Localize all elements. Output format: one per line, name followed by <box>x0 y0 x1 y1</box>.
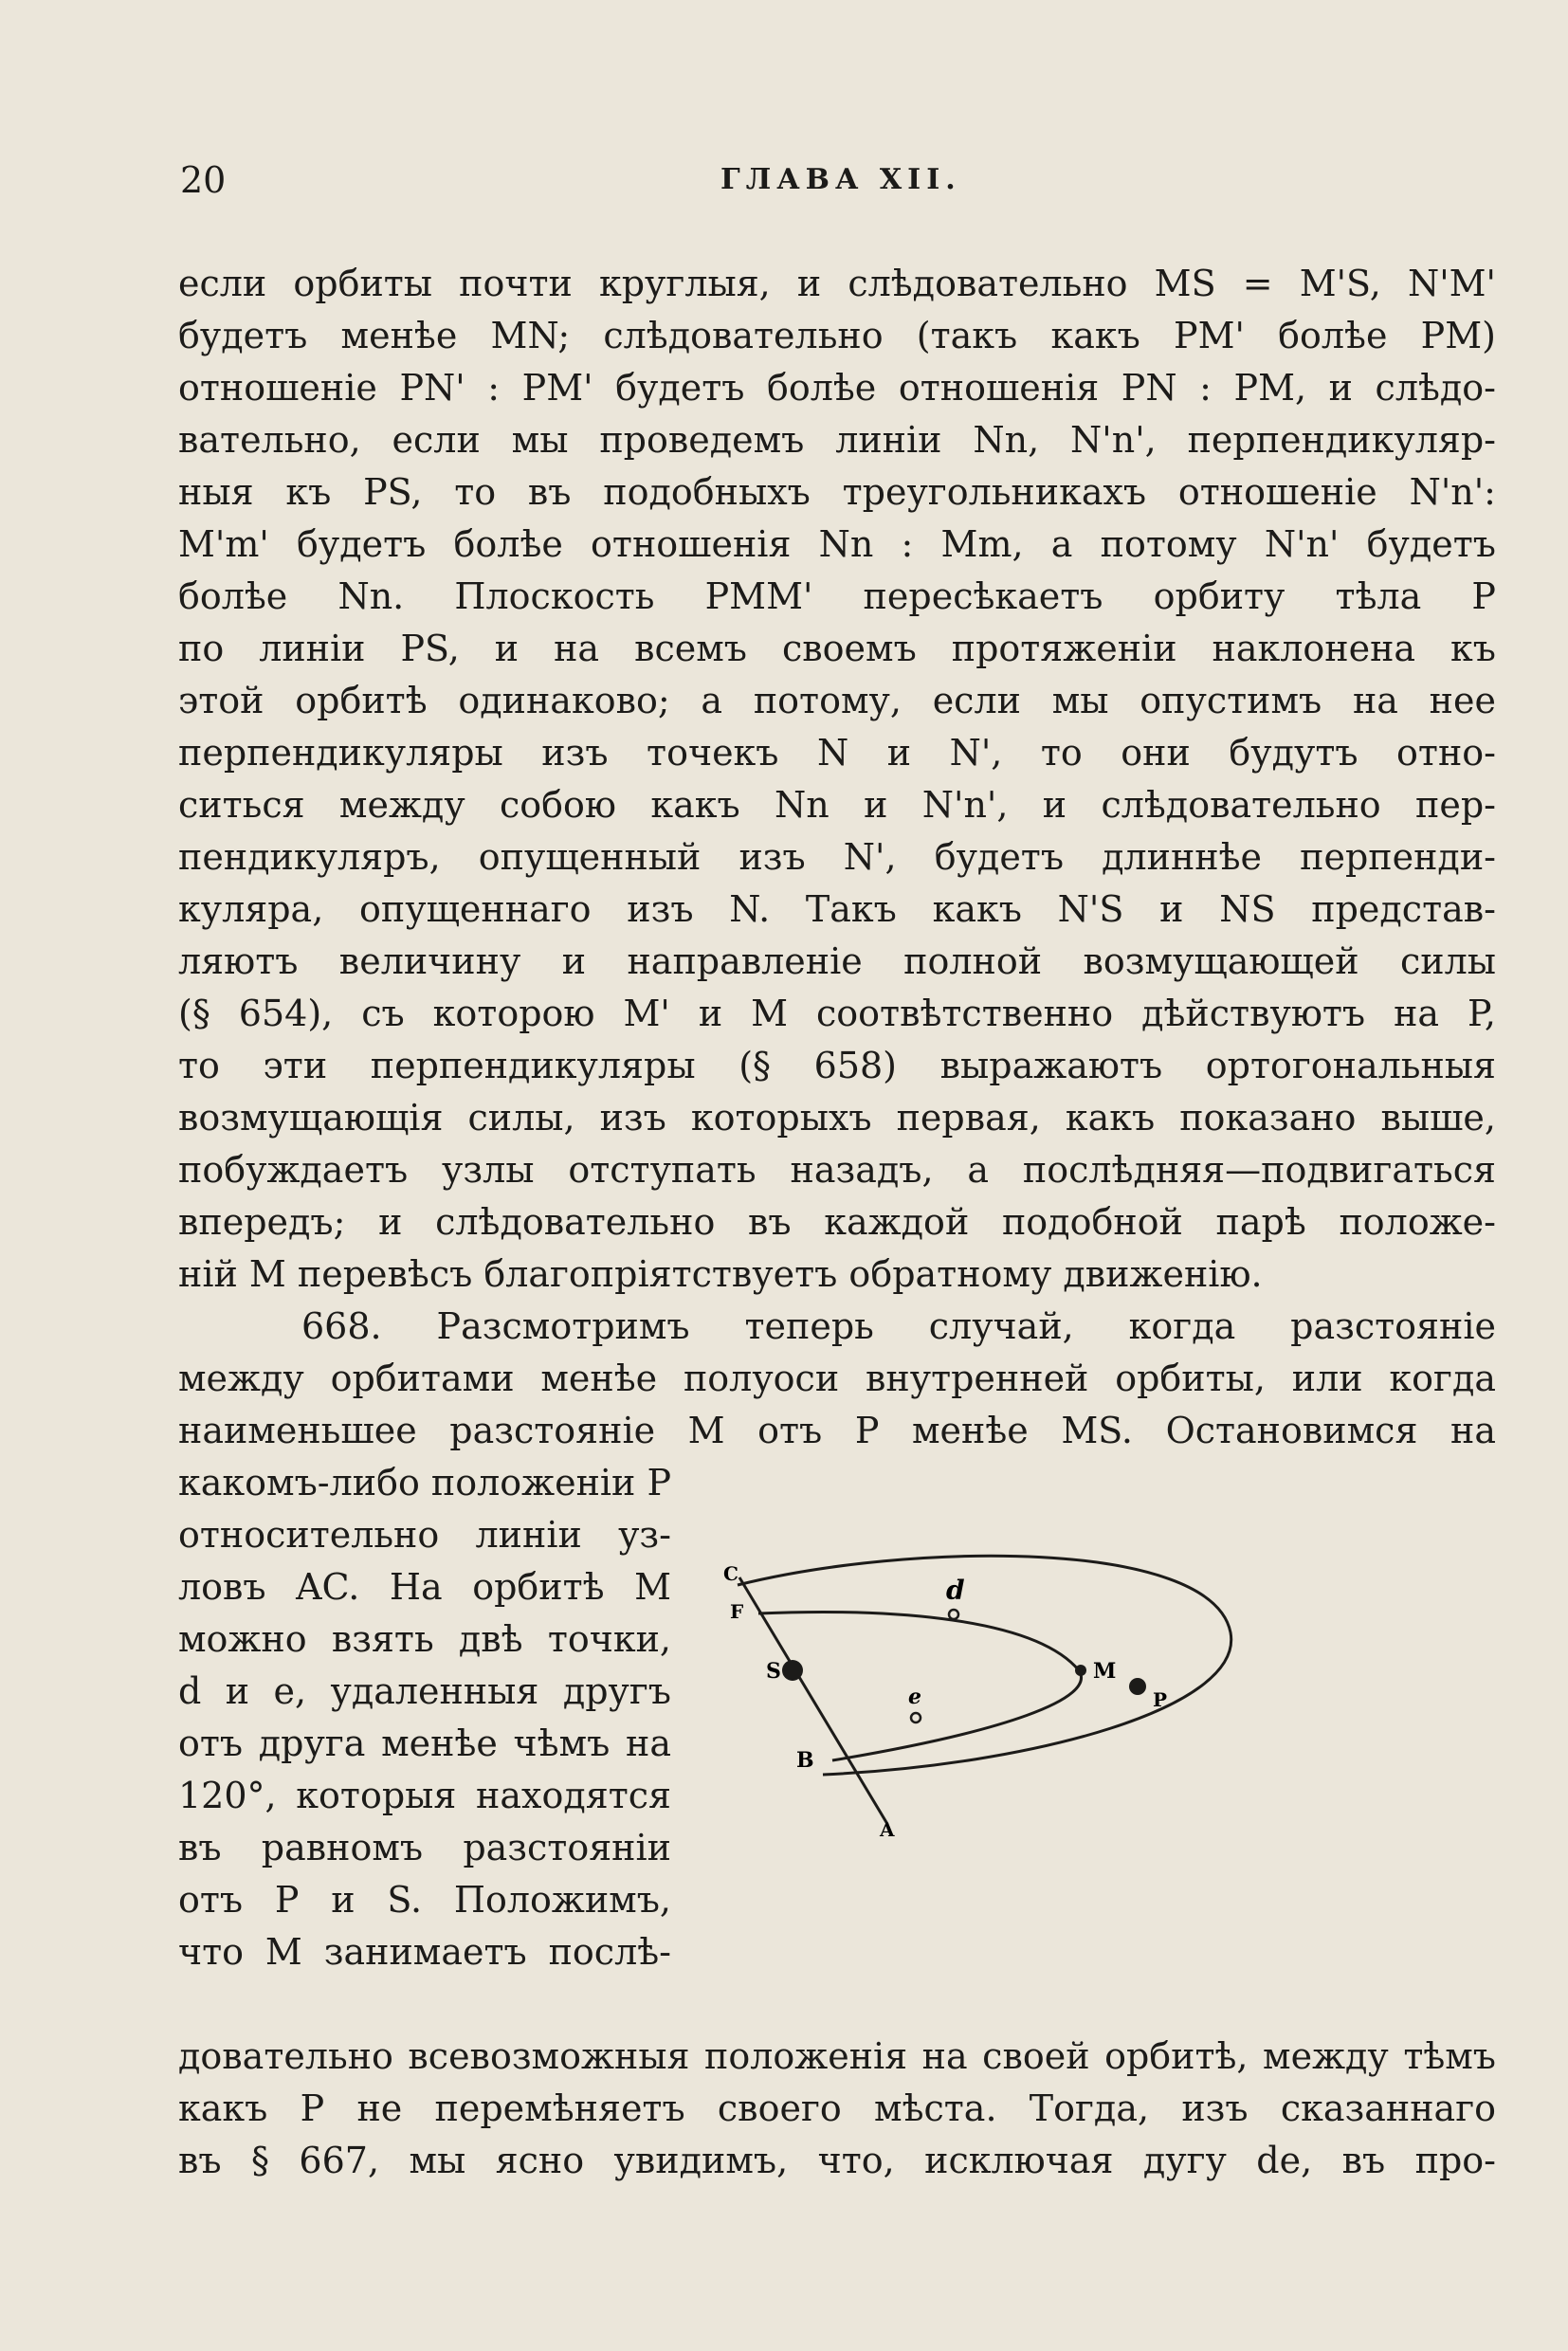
text-line: болѣе Nn. Плоскость PMM' пересѣкаетъ орбиту тѣла P <box>178 575 1496 617</box>
text-line: отъ друга менѣе чѣмъ на <box>178 1722 671 1764</box>
label-A: A <box>880 1818 895 1841</box>
label-F: F <box>730 1600 744 1623</box>
label-C: C <box>723 1562 738 1585</box>
text-line: довательно всевозможныя положенія на своей орбитѣ, между тѣмъ <box>178 2035 1496 2077</box>
text-line: можно взять двѣ точки, <box>178 1618 671 1660</box>
text-line: что M занимаетъ послѣ- <box>178 1931 671 1973</box>
text-line: въ § 667, мы ясно увидимъ, что, исключая дугу de, въ про- <box>178 2140 1496 2181</box>
text-line: то эти перпендикуляры (§ 658) выражаютъ ортогональныя <box>178 1045 1496 1086</box>
line-of-nodes <box>739 1577 887 1824</box>
text-line: этой орбитѣ одинаково; а потому, если мы опустимъ на нее <box>178 680 1496 721</box>
text-line: (§ 654), съ которою M' и M соотвѣтственно дѣйствуютъ на P, <box>178 993 1496 1034</box>
orbit-diagram <box>719 1547 1249 1888</box>
text-line: отношеніе PN' : PM' будетъ болѣе отношенія PN : PM, и слѣдо- <box>178 367 1496 409</box>
text-line: отъ P и S. Положимъ, <box>178 1879 671 1921</box>
text-line: пендикуляръ, опущенный изъ N', будетъ длиннѣе перпенди- <box>178 836 1496 878</box>
label-d: d <box>946 1575 965 1606</box>
text-line: ныя къ PS, то въ подобныхъ треугольникахъ отношеніе N'n': <box>178 471 1496 513</box>
text-line: 120°, которыя находятся <box>178 1775 671 1816</box>
label-M: M <box>1093 1659 1117 1684</box>
text-line: относительно линіи уз- <box>178 1514 671 1556</box>
figure-wrap-zone <box>178 1457 1496 2031</box>
text-line: M'm' будетъ болѣе отношенія Nn : Mm, а потому N'n' будетъ <box>178 523 1496 565</box>
label-P: P <box>1153 1688 1168 1711</box>
paragraph-2-opening: Разсмотримъ теперь случай, когда разстояніе <box>436 1305 1496 1347</box>
text-line: вательно, если мы проведемъ линіи Nn, N'n', перпендикуляр- <box>178 419 1496 461</box>
point-S <box>782 1660 803 1681</box>
outer-orbit <box>738 1556 1231 1775</box>
text-line: куляра, опущеннаго изъ N. Такъ какъ N'S и NS представ- <box>178 888 1496 930</box>
text-line: побуждаетъ узлы отступать назадъ, а послѣдняя—подвигаться <box>178 1149 1496 1191</box>
page-number: 20 <box>180 159 227 201</box>
paragraph-2-first-line <box>178 1301 1496 1353</box>
label-e: e <box>908 1685 921 1709</box>
page-header <box>180 159 1488 207</box>
text-line: по линіи PS, и на всемъ своемъ протяженіи наклонена къ <box>178 628 1496 669</box>
text-line: ній M перевѣсъ благопріятствуетъ обратному движенію. <box>178 1253 1263 1295</box>
text-line: ловъ AC. На орбитѣ M <box>178 1566 671 1608</box>
text-line: впередъ; и слѣдовательно въ каждой подобной парѣ положе- <box>178 1201 1496 1243</box>
text-line: возмущающія силы, изъ которыхъ первая, какъ показано выше, <box>178 1097 1496 1139</box>
wrapped-text <box>178 1457 671 1978</box>
paragraph-2-tail <box>178 2031 1496 2187</box>
text-line: въ равномъ разстояніи <box>178 1827 671 1868</box>
text-line: ляютъ величину и направленіе полной возмущающей силы <box>178 940 1496 982</box>
text-line: перпендикуляры изъ точекъ N и N', то они будутъ отно- <box>178 732 1496 774</box>
text-line: будетъ менѣе MN; слѣдовательно (такъ какъ PM' болѣе PM) <box>178 315 1496 356</box>
label-S: S <box>766 1659 781 1684</box>
text-line: d и e, удаленныя другъ <box>178 1670 671 1712</box>
point-M <box>1075 1665 1086 1676</box>
text-line: какомъ-либо положеніи P <box>178 1462 672 1504</box>
chapter-title: ГЛАВА XII. <box>720 163 961 196</box>
label-B: B <box>796 1748 814 1773</box>
paragraph-1 <box>178 258 1496 1301</box>
text-line: если орбиты почти круглыя, и слѣдовательно MS = M'S, N'M' <box>178 263 1496 304</box>
text-line: какъ P не перемѣняетъ своего мѣста. Тогда, изъ сказаннаго <box>178 2087 1496 2129</box>
text-line: между орбитами менѣе полуоси внутренней орбиты, или когда <box>178 1358 1496 1399</box>
point-P <box>1129 1678 1146 1695</box>
body-text <box>178 258 1496 2187</box>
section-number: 668. <box>301 1305 382 1347</box>
text-line: наименьшее разстояніе M отъ P менѣе MS. Остановимся на <box>178 1410 1496 1451</box>
point-e <box>911 1713 921 1722</box>
point-d <box>949 1610 958 1619</box>
text-line: ситься между собою какъ Nn и N'n', и слѣдовательно пер- <box>178 784 1496 826</box>
